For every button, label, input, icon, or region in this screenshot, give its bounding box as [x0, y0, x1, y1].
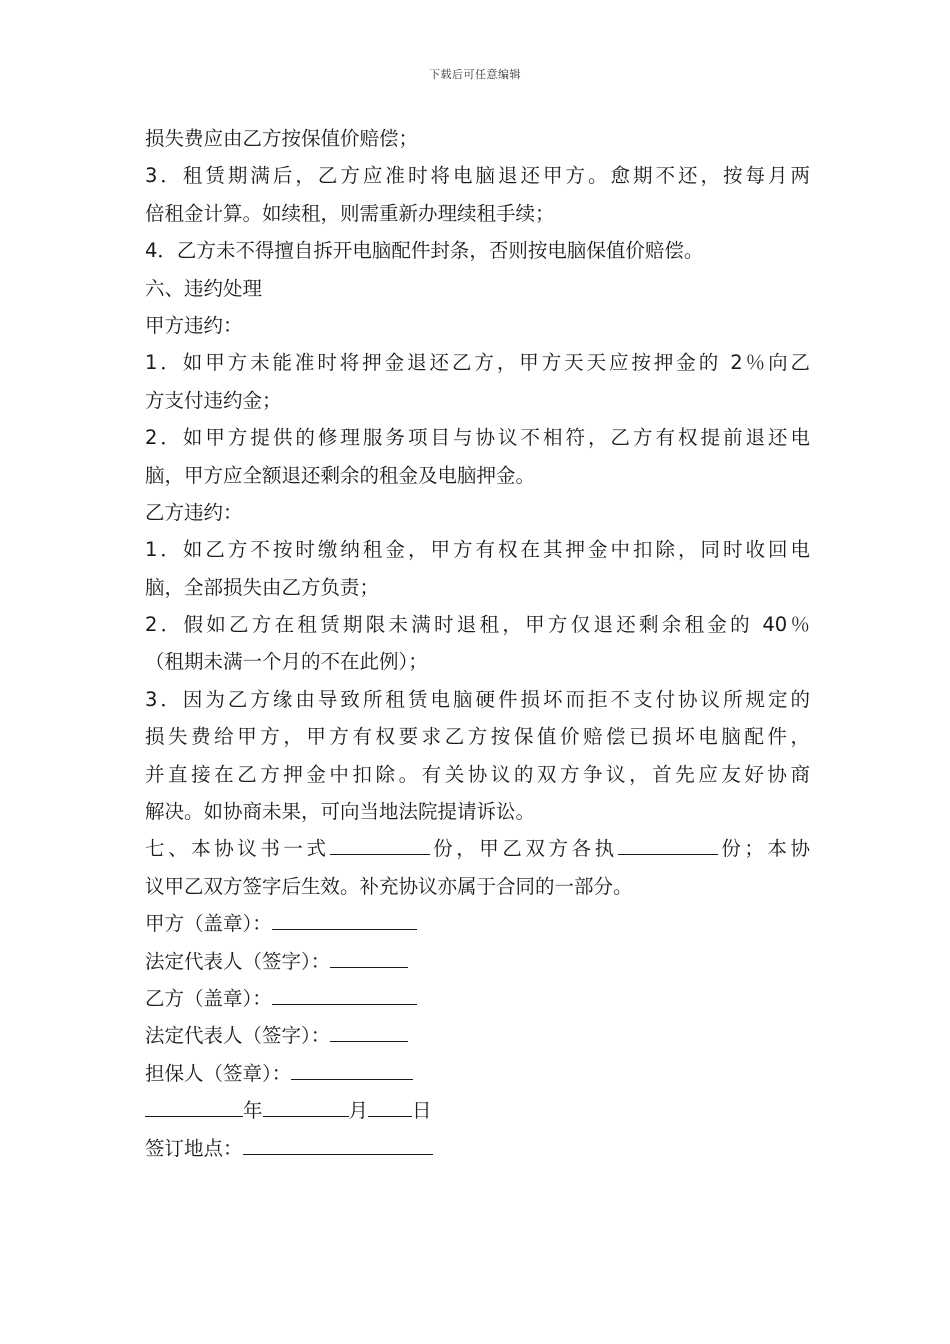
paragraph-line	[145, 1130, 810, 1167]
paragraph-line: 方支付违约金；	[145, 388, 282, 412]
paragraph-line: 3．因为乙方缘由导致所租赁电脑硬件损坏而拒不支付协议所规定的	[145, 687, 810, 711]
fill-in-blank	[243, 1130, 433, 1155]
paragraph-line	[145, 1055, 810, 1092]
paragraph-line: 乙方违约：	[145, 500, 243, 524]
line-text: 甲方（盖章）：	[145, 912, 272, 936]
document-body	[145, 120, 810, 1167]
paragraph-line: （租期未满一个月的不在此例）；	[145, 650, 428, 674]
paragraph-line: 损失费应由乙方按保值价赔偿；	[145, 127, 419, 150]
paragraph-line: 议甲乙双方签字后生效。补充协议亦属于合同的一部分。	[145, 874, 633, 898]
fill-in-blank	[618, 830, 718, 855]
paragraph-line: 脑，全部损失由乙方负责；	[145, 575, 380, 599]
line-text: 月	[348, 1099, 369, 1123]
line-text: 份；本协	[717, 837, 810, 861]
paragraph-line: 1．如乙方不按时缴纳租金，甲方有权在其押金中扣除，同时收回电	[145, 538, 810, 562]
line-text: 担保人（签章）：	[145, 1061, 292, 1085]
paragraph-line	[145, 830, 810, 867]
paragraph-line: 倍租金计算。如续租，则需重新办理续租手续；	[145, 201, 555, 225]
paragraph-line: 六、违约处理	[145, 276, 263, 300]
paragraph-line: 损失费给甲方，甲方有权要求乙方按保值价赔偿已损坏电脑配件，	[145, 725, 810, 749]
fill-in-blank	[330, 1017, 408, 1042]
paragraph-line	[145, 1017, 810, 1054]
fill-in-blank	[263, 1092, 349, 1117]
line-text: 签订地点：	[145, 1136, 243, 1160]
fill-in-blank	[145, 1092, 243, 1117]
page-header: 下载后可任意编辑	[429, 68, 521, 81]
line-text: 年	[243, 1099, 263, 1123]
paragraph-line: 3．租赁期满后，乙方应准时将电脑退还甲方。愈期不还，按每月两	[145, 164, 810, 188]
fill-in-blank	[330, 830, 430, 855]
paragraph-line: 脑，甲方应全额退还剩余的租金及电脑押金。	[145, 463, 536, 487]
paragraph-line: 解决。如协商未果，可向当地法院提请诉讼。	[145, 800, 536, 824]
paragraph-line: 4．乙方未不得擅自拆开电脑配件封条，否则按电脑保值价赔偿。	[145, 239, 704, 263]
line-text: 七、本协议书一式	[145, 837, 330, 861]
line-text: 份，甲乙双方各执	[429, 837, 618, 861]
paragraph-line	[145, 1092, 810, 1129]
paragraph-line	[145, 980, 810, 1017]
paragraph-line: 并直接在乙方押金中扣除。有关协议的双方争议，首先应友好协商	[145, 762, 810, 786]
fill-in-blank	[272, 980, 417, 1005]
line-text: 法定代表人（签字）：	[145, 949, 331, 973]
fill-in-blank	[272, 905, 417, 930]
paragraph-line: 1．如甲方未能准时将押金退还乙方，甲方天天应按押金的 2％向乙	[145, 351, 810, 375]
line-text: 法定代表人（签字）：	[145, 1024, 331, 1048]
line-text: 日	[412, 1099, 432, 1123]
paragraph-line: 2．如甲方提供的修理服务项目与协议不相符，乙方有权提前退还电	[145, 426, 810, 450]
fill-in-blank	[368, 1092, 412, 1117]
line-text: 乙方（盖章）：	[145, 986, 272, 1010]
paragraph-line	[145, 943, 810, 980]
paragraph-line	[145, 905, 810, 942]
fill-in-blank	[291, 1055, 413, 1080]
paragraph-line: 2．假如乙方在租赁期限未满时退租，甲方仅退还剩余租金的 40％	[145, 613, 810, 637]
paragraph-line: 甲方违约：	[145, 313, 243, 337]
fill-in-blank	[330, 943, 408, 968]
